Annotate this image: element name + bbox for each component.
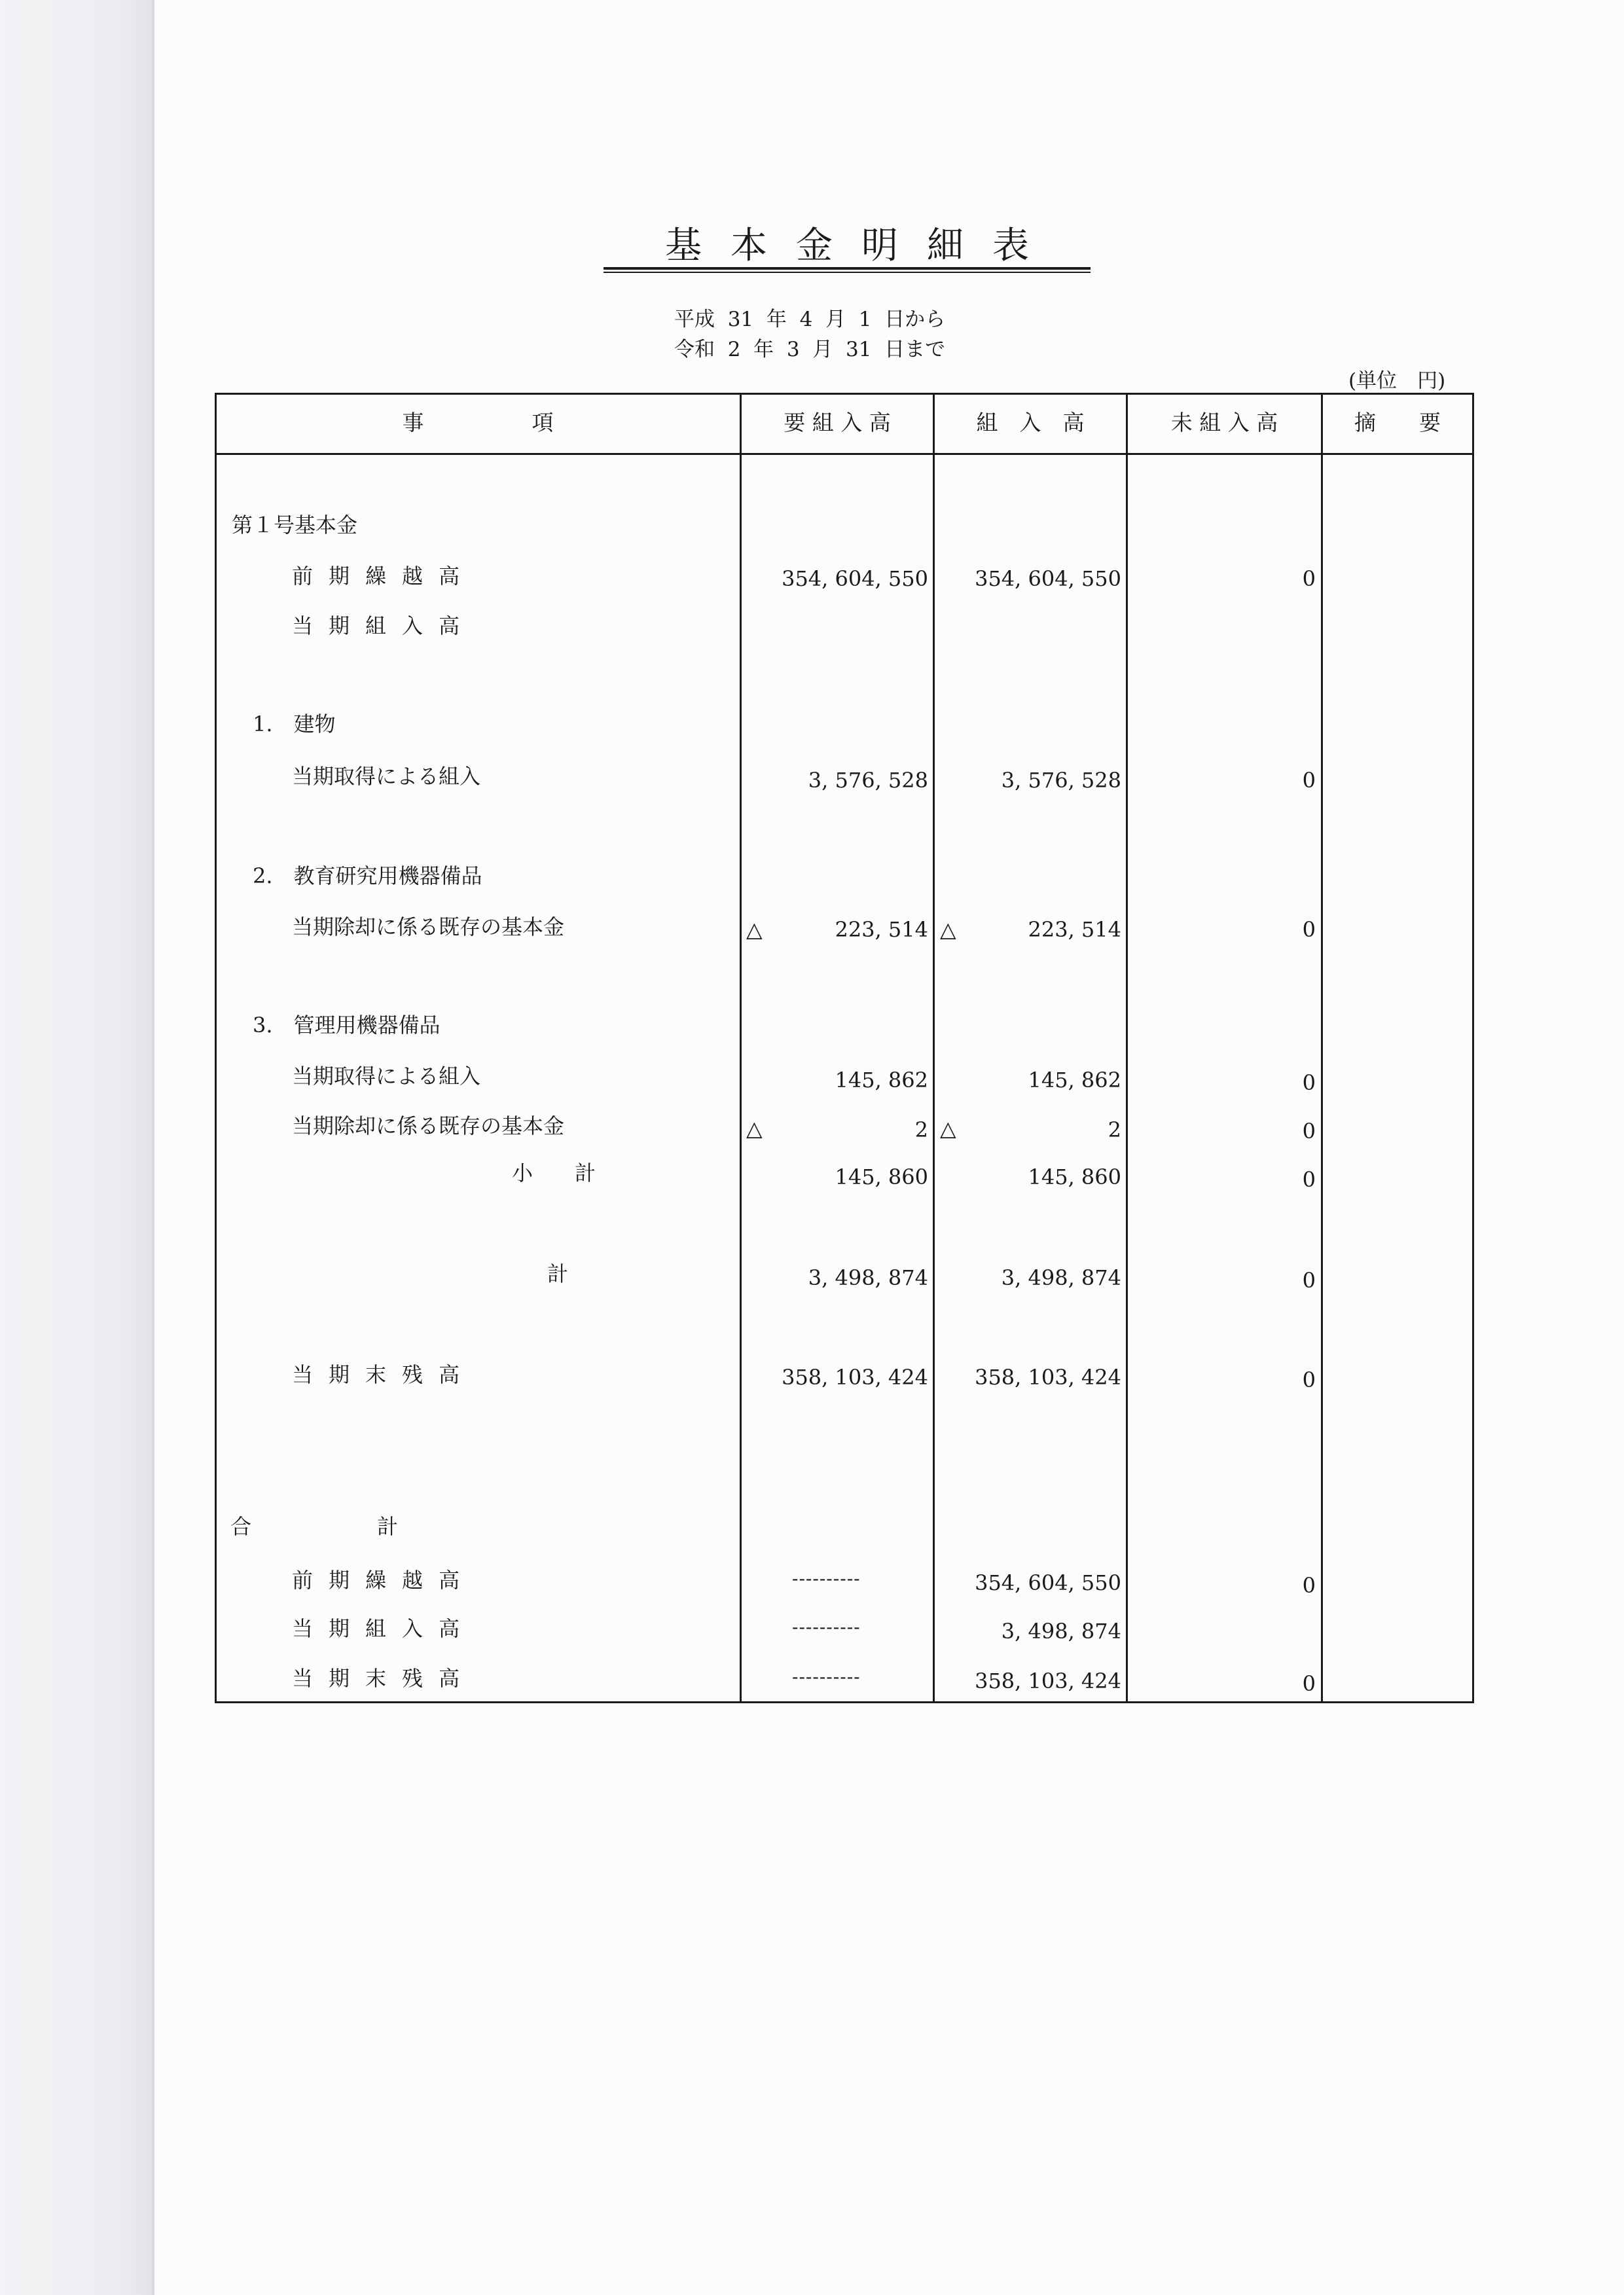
dash-placeholder: ----------	[792, 1616, 861, 1638]
title-underline	[604, 267, 1091, 270]
required-value: 3, 498, 874	[808, 1265, 928, 1290]
header-item: 事 項	[402, 410, 554, 435]
incorporated-value: 358, 103, 424	[975, 1669, 1121, 1693]
column-divider	[933, 393, 935, 1703]
negative-mark: △	[940, 917, 956, 942]
incorporated-value: 145, 862	[1028, 1068, 1121, 1093]
incorporated-value: 3, 498, 874	[1001, 1619, 1121, 1644]
total-label: 計	[547, 1261, 569, 1286]
binding-edge	[152, 0, 154, 2295]
row-label: 当期組入高	[292, 1616, 476, 1641]
row-label: 前期繰越高	[292, 1568, 476, 1593]
grand-total-label: 合 計	[230, 1514, 399, 1539]
unincorporated-value: 0	[1302, 917, 1316, 942]
incorporated-value: 358, 103, 424	[975, 1365, 1121, 1390]
negative-mark: △	[940, 1116, 956, 1141]
header-divider	[215, 453, 1474, 455]
incorporated-value: 3, 498, 874	[1001, 1265, 1121, 1290]
page-title: 基本金明細表	[665, 225, 1058, 267]
incorporated-value: 223, 514	[1028, 917, 1121, 942]
header-unincorporated: 未 組 入 高	[1170, 410, 1278, 435]
item-label: 3. 管理用機器備品	[253, 1013, 441, 1038]
required-value: 223, 514	[835, 917, 928, 942]
required-value: 145, 860	[835, 1165, 928, 1189]
negative-mark: △	[746, 1116, 763, 1141]
required-value: 358, 103, 424	[782, 1365, 928, 1390]
unit-label: (単位 円)	[1348, 369, 1446, 393]
period-end: 令和 2 年 3 月 31 日まで	[674, 338, 946, 361]
unincorporated-value: 0	[1302, 1167, 1316, 1192]
required-value: 2	[914, 1117, 928, 1142]
incorporated-value: 354, 604, 550	[975, 566, 1121, 591]
row-label: 当期取得による組入	[292, 1064, 481, 1089]
header-incorporated: 組 入 高	[976, 410, 1085, 435]
column-divider	[1126, 393, 1128, 1703]
unincorporated-value: 0	[1302, 1070, 1316, 1095]
header-summary: 摘 要	[1354, 410, 1441, 435]
binding-shadow	[0, 0, 154, 2295]
unincorporated-value: 0	[1302, 1268, 1316, 1293]
item-label: 2. 教育研究用機器備品	[253, 863, 482, 888]
unincorporated-value: 0	[1302, 1671, 1316, 1696]
required-value: 3, 576, 528	[808, 768, 928, 793]
row-label: 当期組入高	[292, 613, 476, 638]
section-label: 第１号基本金	[232, 513, 358, 537]
required-value: 354, 604, 550	[782, 566, 928, 591]
title-underline	[604, 272, 1091, 273]
row-label: 当期末残高	[292, 1362, 476, 1387]
row-label: 当期除却に係る既存の基本金	[292, 914, 565, 939]
row-label: 当期除却に係る既存の基本金	[292, 1113, 565, 1138]
unincorporated-value: 0	[1302, 768, 1316, 793]
unincorporated-value: 0	[1302, 1119, 1316, 1144]
item-label: 1. 建物	[253, 712, 336, 736]
period-start: 平成 31 年 4 月 1 日から	[674, 308, 946, 331]
incorporated-value: 354, 604, 550	[975, 1570, 1121, 1595]
header-required: 要 組 入 高	[784, 410, 891, 435]
row-label: 当期取得による組入	[292, 764, 481, 789]
row-label: 前期繰越高	[292, 564, 476, 588]
column-divider	[1321, 393, 1323, 1703]
dash-placeholder: ----------	[792, 1568, 861, 1589]
unincorporated-value: 0	[1302, 1367, 1316, 1392]
dash-placeholder: ----------	[792, 1666, 861, 1688]
subtotal-label: 小 計	[512, 1161, 596, 1185]
row-label: 当期末残高	[292, 1666, 476, 1691]
incorporated-value: 3, 576, 528	[1001, 768, 1121, 793]
column-divider	[740, 393, 742, 1703]
incorporated-value: 2	[1108, 1117, 1121, 1142]
unincorporated-value: 0	[1302, 1573, 1316, 1598]
required-value: 145, 862	[835, 1068, 928, 1093]
unincorporated-value: 0	[1302, 566, 1316, 591]
incorporated-value: 145, 860	[1028, 1165, 1121, 1189]
negative-mark: △	[746, 917, 763, 942]
